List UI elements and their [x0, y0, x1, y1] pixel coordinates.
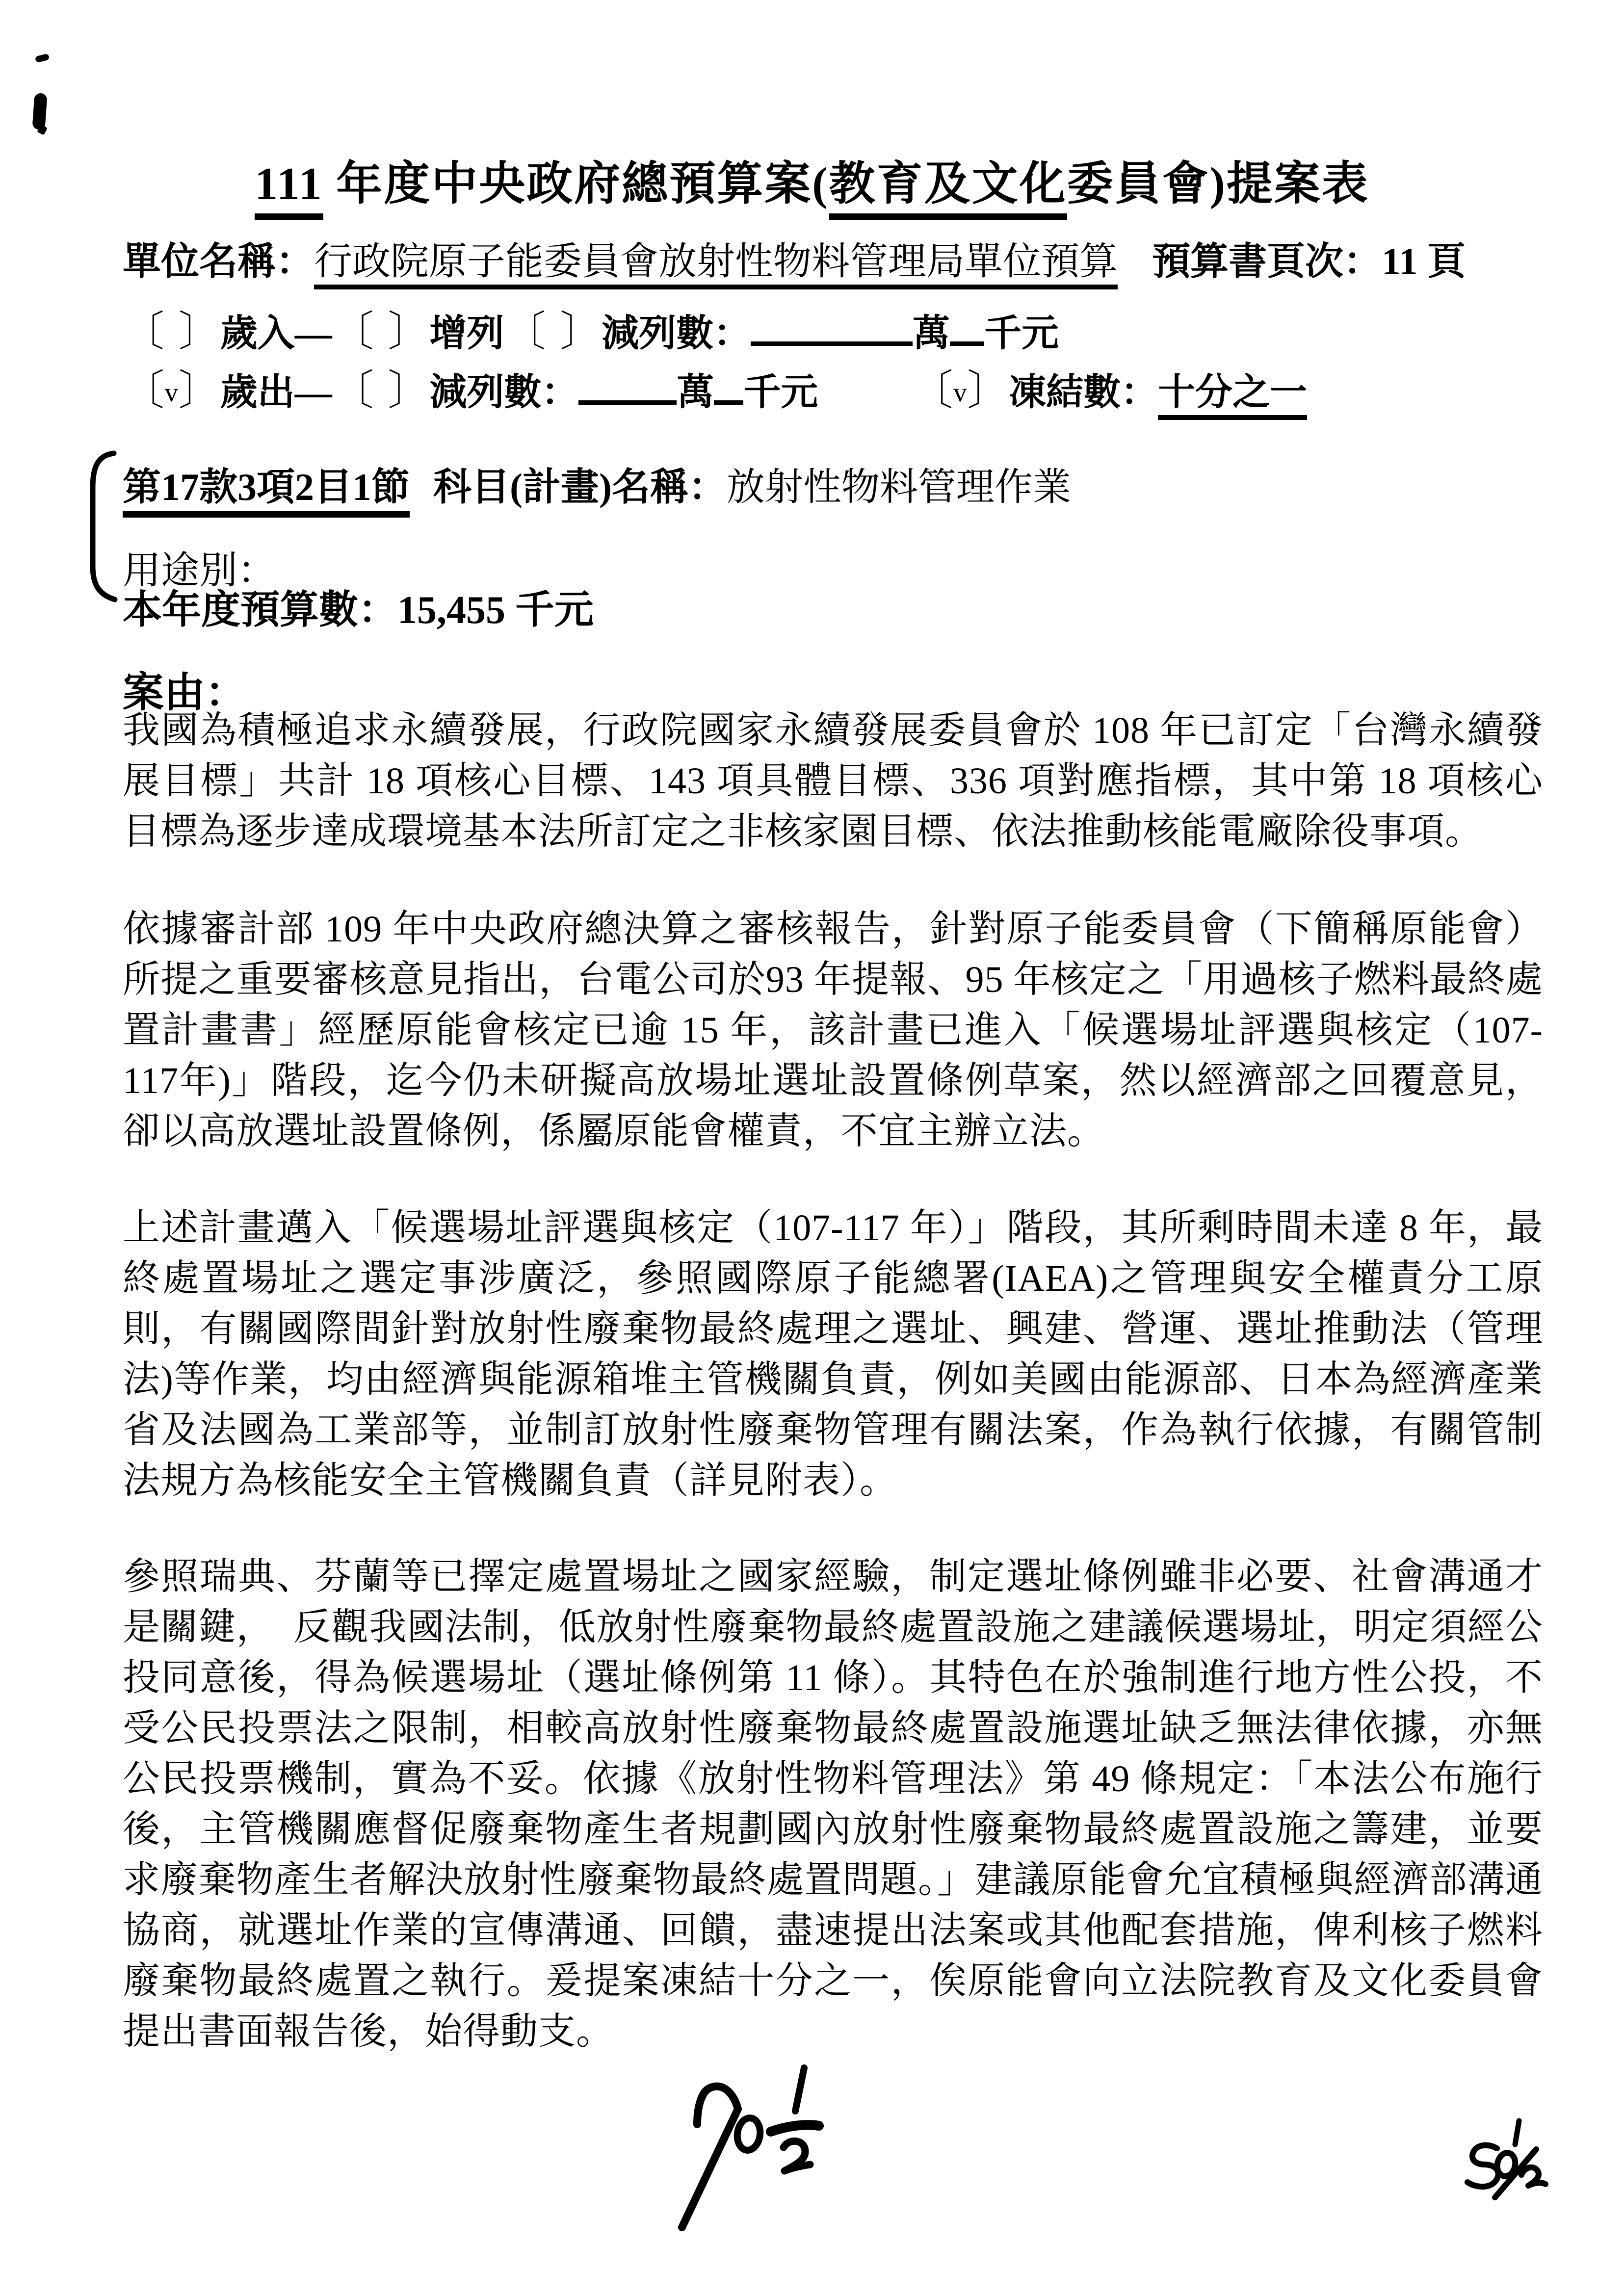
bracket-open: 〔	[504, 309, 546, 355]
unit-wan: 萬	[913, 313, 950, 354]
decrease-amount-label: 減列數：	[429, 372, 579, 413]
bracket-open: 〔	[911, 368, 953, 414]
dash: —	[294, 313, 332, 354]
reason-paragraph: 上述計畫邁入「候選場址評選與核定（107-117 年）」階段，其所剩時間未達 8 年，最終處置場址之選定事涉廣泛，參照國際原子能總署(IAEA)之管理與安全權責分工原則，有關國際間針對放射性廢棄物最終處理之選址、興建、營運、選址推動法（管理法)等作業，均由經濟與能源箱堆主管機關負責，例如美國由能源部、日本為經濟產業省及法國為工業部等，並制訂放射性廢棄物管理有關法案，作為執行依據，有關管制法規方為核能安全主管機關負責（詳見附表）。	[123, 1207, 1543, 1501]
unit-qianyuan: 千元	[743, 372, 818, 413]
ink-smudge	[32, 93, 47, 130]
clause-section	[123, 456, 1071, 595]
fill-row-revenue	[123, 298, 1555, 358]
checkbox-mark: v	[953, 377, 967, 408]
unit-name-label: 單位名稱：	[123, 240, 314, 283]
reason-paragraph: 我國為積極追求永續發展，行政院國家永續發展委員會於 108 年已訂定「台灣永續發展目標」共計 18 項核心目標、143 項具體目標、336 項對應指標，其中第 18 項核心目標為逐步達成環境基本法所訂定之非核家園目標、依法推動核能電廠除役事項。	[123, 710, 1543, 852]
freeze-value: 十分之一	[1158, 372, 1307, 420]
blank-underline	[714, 367, 743, 405]
usage-type-label: 用途別：	[123, 549, 276, 592]
bracket-close: 〕	[967, 368, 1009, 414]
title-committee: 教育及文化	[829, 158, 1067, 220]
checkbox-decrease	[504, 309, 602, 355]
expenditure-label: 歲出	[220, 372, 295, 413]
reason-heading: 案由：	[123, 670, 247, 716]
budget-label: 本年度預算數：	[123, 589, 397, 632]
bracket-open: 〔	[332, 309, 374, 355]
decrease-amount-label: 減列數：	[602, 313, 751, 354]
unit-name-line	[123, 231, 1555, 286]
unit-qianyuan: 千元	[984, 313, 1059, 354]
unit-name-value: 行政院原子能委員會放射性物料管理局單位預算	[314, 240, 1118, 289]
increase-label: 增列	[429, 313, 504, 354]
bracket-close: 〕	[178, 368, 220, 414]
bracket-close: 〕	[559, 309, 602, 355]
ink-smudge	[35, 53, 50, 63]
bracket-close: 〕	[388, 309, 430, 355]
checkbox-revenue	[123, 309, 220, 355]
budget-value: 15,455 千元	[397, 589, 594, 632]
bracket-close: 〕	[178, 309, 220, 355]
handwritten-mark-70-half	[662, 2058, 859, 2254]
bracket-open: 〔	[332, 368, 374, 414]
clause-line	[123, 456, 1071, 511]
subject-value: 放射性物料管理作業	[726, 466, 1071, 508]
bracket-open: 〔	[123, 368, 165, 414]
checkbox-freeze-checked	[911, 368, 1009, 414]
checkbox-expenditure-checked	[123, 368, 220, 414]
clause-number: 第17款3項2目1節	[123, 466, 410, 518]
fill-row-expenditure	[123, 357, 1555, 417]
freeze-group	[911, 368, 1308, 414]
budget-book-page-value: 11 頁	[1382, 240, 1466, 283]
reason-paragraph: 依據審計部 109 年中央政府總決算之審核報告，針對原子能委員會（下簡稱原能會）所提之重要審核意見指出，台電公司於93 年提報、95 年核定之「用過核子燃料最終處置計畫書」經歷原能會核定已逾 15 年，該計畫已進入「候選場址評選與核定（107-117年)」階段，迄今仍未研擬高放場址選址設置條例草案，然以經濟部之回覆意見，卻以高放選址設置條例，係屬原能會權責，不宜主辦立法。	[123, 909, 1543, 1152]
freeze-label: 凍結數：	[1009, 372, 1158, 413]
checkbox-mark: v	[164, 377, 179, 408]
blank-underline	[950, 308, 984, 346]
budget-book-page-label: 預算書頁次：	[1152, 240, 1382, 283]
bracket-open: 〔	[123, 309, 165, 355]
dash: —	[294, 372, 332, 413]
title-tail: 委員會)提案表	[1067, 158, 1369, 209]
bracket-close: 〕	[388, 368, 430, 414]
title-year: 111	[255, 158, 323, 220]
budget-book-page	[1152, 240, 1466, 283]
blank-underline	[578, 367, 677, 405]
handwritten-mark-50-half	[1450, 2117, 1572, 2215]
budget-line	[123, 578, 594, 634]
blank-underline	[751, 308, 913, 346]
subject-label: 科目(計畫)名稱：	[433, 466, 727, 508]
section-left-bracket	[86, 449, 118, 604]
checkbox-increase	[332, 309, 430, 355]
reason-paragraph: 參照瑞典、芬蘭等已擇定處置場址之國家經驗，制定選址條例雖非必要、社會溝通才是關鍵， 反觀我國法制，低放射性廢棄物最終處置設施之建議候選場址，明定須經公投同意後，得為候選場址（選址條例第 11 條）。其特色在於強制進行地方性公投，不受公民投票法之限制，相較高放射性廢棄物最終處置設施選址缺乏無法律依據，亦無公民投票機制，實為不妥。依據《放射性物料管理法》第 49 條規定：「本法公布施行後，主管機關應督促廢棄物產生者規劃國內放射性廢棄物最終處置設施之籌建，並要求廢棄物產生者解決放射性廢棄物最終處置問題。」建議原能會允宜積極與經濟部溝通協商，就選址作業的宣傳溝通、回饋，盡速提出法案或其他配套措施，俾利核子燃料廢棄物最終處置之執行。爰提案凍結十分之一，俟原能會向立法院教育及文化委員會提出書面報告後，始得動支。	[123, 1556, 1543, 2052]
revenue-label: 歲入	[220, 313, 295, 354]
checkbox-decrease	[332, 368, 430, 414]
title-mid: 年度中央政府總預算案(	[323, 158, 829, 209]
unit-wan: 萬	[677, 372, 714, 413]
page-title	[0, 146, 1624, 212]
